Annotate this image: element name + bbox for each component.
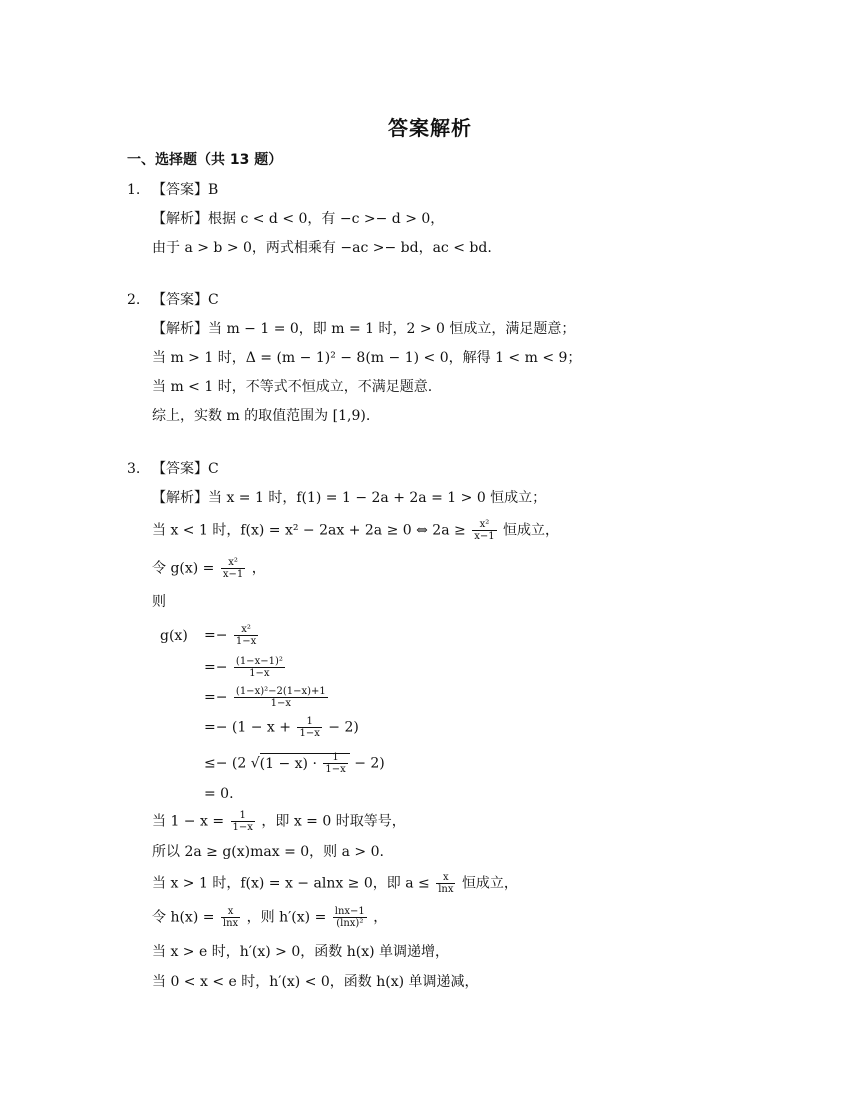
section-heading: 一、选择题（共 13 题） bbox=[127, 152, 283, 168]
page-title: 答案解析 bbox=[388, 116, 472, 140]
fraction bbox=[472, 519, 496, 542]
derivation-lhs: g(x) bbox=[160, 628, 188, 644]
q3-line-9: 当 x > e 时，h′(x) > 0，函数 h(x) 单调递增， bbox=[152, 944, 450, 960]
q3-line-8-tail: ， bbox=[373, 909, 388, 926]
numerator: 1 bbox=[323, 752, 347, 764]
q2-number: 2. bbox=[127, 292, 141, 308]
denominator: x−1 bbox=[474, 531, 495, 542]
eq-text: =− (1 − x + bbox=[204, 719, 291, 736]
q1-number: 1. bbox=[127, 182, 141, 198]
q3-number: 3. bbox=[127, 461, 141, 477]
q3-line-8-mid: ，则 h′(x) = bbox=[246, 909, 327, 926]
derivation-step-3 bbox=[204, 686, 330, 709]
q3-line-2-text: 当 x < 1 时，f(x) = x² − 2ax + 2a ≥ 0 ⇔ 2a ≥ bbox=[152, 522, 466, 539]
denominator: 1−x bbox=[270, 698, 292, 709]
q1-answer: 【答案】B bbox=[152, 182, 219, 198]
eq-sign: =− bbox=[204, 689, 228, 706]
denominator: lnx bbox=[438, 884, 454, 895]
numerator: 1 bbox=[231, 810, 255, 822]
q1-line-1: 【解析】根据 c < d < 0，有 −c >− d > 0， bbox=[152, 211, 445, 227]
q3-line-7-text: 当 x > 1 时，f(x) = x − alnx ≥ 0，即 a ≤ bbox=[152, 875, 430, 892]
derivation-step-4 bbox=[204, 716, 359, 739]
derivation-step-6: = 0. bbox=[204, 786, 234, 802]
q3-answer: 【答案】C bbox=[152, 461, 219, 477]
q2-line-4: 综上，实数 m 的取值范围为 [1,9). bbox=[152, 408, 371, 424]
derivation-step-2 bbox=[204, 656, 287, 679]
denominator: (lnx)² bbox=[336, 918, 364, 929]
q3-line-4: 则 bbox=[152, 594, 166, 610]
q3-line-3-tail: ， bbox=[251, 560, 266, 577]
q1-line-2: 由于 a > b > 0，两式相乘有 −ac >− bd，ac < bd. bbox=[152, 240, 492, 256]
sqrt-icon: √ bbox=[250, 755, 260, 772]
q2-answer: 【答案】C bbox=[152, 292, 219, 308]
q3-line-1: 【解析】当 x = 1 时，f(1) = 1 − 2a + 2a = 1 > 0 恒成立； bbox=[152, 490, 547, 506]
eq-sign: =− bbox=[204, 627, 228, 644]
derivation-step-5 bbox=[204, 752, 385, 775]
denominator: lnx bbox=[222, 918, 239, 929]
fraction bbox=[323, 752, 347, 775]
numerator: x² bbox=[221, 557, 245, 569]
eq-text: − 2) bbox=[354, 755, 385, 772]
q3-line-8-text: 令 h(x) = bbox=[152, 909, 215, 926]
q3-line-8 bbox=[152, 906, 387, 929]
fraction bbox=[234, 656, 285, 679]
numerator: lnx−1 bbox=[334, 906, 365, 917]
numerator: x² bbox=[234, 624, 258, 636]
numerator: (1−x−1)² bbox=[235, 656, 283, 667]
q3-line-2 bbox=[152, 519, 559, 542]
q3-line-6: 所以 2a ≥ g(x)max = 0，则 a > 0. bbox=[152, 844, 384, 860]
q2-line-3: 当 m < 1 时，不等式不恒成立，不满足题意. bbox=[152, 379, 433, 395]
numerator: (1−x)²−2(1−x)+1 bbox=[235, 686, 326, 697]
q3-line-5-tail: ，即 x = 0 时取等号， bbox=[261, 813, 406, 830]
fraction bbox=[436, 872, 455, 895]
eq-text: ≤− (2 bbox=[204, 755, 247, 772]
fraction bbox=[221, 557, 245, 580]
numerator: x bbox=[221, 906, 240, 918]
eq-text: − 2) bbox=[328, 719, 359, 736]
sqrt-body bbox=[259, 752, 350, 775]
q3-line-10: 当 0 < x < e 时，h′(x) < 0，函数 h(x) 单调递减， bbox=[152, 974, 479, 990]
fraction bbox=[234, 686, 328, 709]
fraction bbox=[333, 906, 367, 929]
numerator: x bbox=[436, 872, 455, 884]
denominator: 1−x bbox=[235, 636, 257, 647]
denominator: 1−x bbox=[232, 822, 253, 833]
fraction bbox=[231, 810, 255, 833]
derivation-step-1 bbox=[204, 624, 260, 647]
q3-line-5 bbox=[152, 810, 406, 833]
fraction bbox=[297, 716, 321, 739]
denominator: x−1 bbox=[222, 569, 244, 580]
q2-line-2: 当 m > 1 时，Δ = (m − 1)² − 8(m − 1) < 0，解得 1 < m < 9； bbox=[152, 350, 582, 366]
q3-line-5-text: 当 1 − x = bbox=[152, 813, 225, 830]
q2-line-1: 【解析】当 m − 1 = 0，即 m = 1 时，2 > 0 恒成立，满足题意； bbox=[152, 321, 576, 337]
denominator: 1−x bbox=[249, 668, 270, 679]
numerator: x² bbox=[472, 519, 496, 531]
denominator: 1−x bbox=[325, 764, 346, 775]
eq-text: (1 − x) · bbox=[259, 755, 317, 772]
numerator: 1 bbox=[297, 716, 321, 728]
q3-line-7-tail: 恒成立， bbox=[461, 875, 518, 892]
q3-line-3 bbox=[152, 557, 266, 580]
q3-line-3-text: 令 g(x) = bbox=[152, 560, 215, 577]
denominator: 1−x bbox=[299, 728, 320, 739]
fraction bbox=[234, 624, 258, 647]
eq-sign: =− bbox=[204, 659, 228, 676]
q3-line-2-tail: 恒成立， bbox=[503, 522, 560, 539]
fraction bbox=[221, 906, 240, 929]
q3-line-7 bbox=[152, 872, 518, 895]
